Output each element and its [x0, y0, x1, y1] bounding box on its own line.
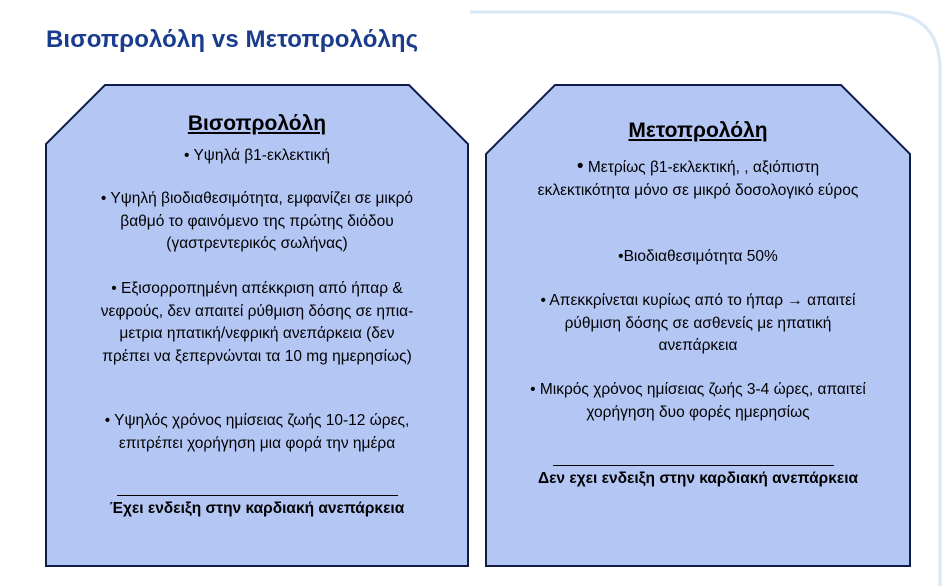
metoprolol-card	[485, 84, 911, 567]
divider	[553, 465, 834, 466]
bullet: •	[576, 156, 584, 177]
bisoprolol-card	[45, 84, 469, 567]
conclusion-text: Έχει ενδειξη στην καρδιακή ανεπάρκεια	[109, 500, 405, 517]
list-item: • Απεκκρίνεται κυρίως από το ήπαρ → απαιτεί ρύθμιση δόσης σε ασθενείς με ηπατική ανεπάρκεια	[540, 292, 856, 354]
list-item	[530, 156, 866, 202]
conclusion-text: Δεν εχει ενδειξη στην καρδιακή ανεπάρκεια	[537, 470, 859, 487]
list-item-text: Μετρίως β1-εκλεκτική, , αξιόπιστη εκλεκτικότητα μόνο σε μικρό δοσολογικό εύρος	[537, 159, 859, 199]
card-heading: Βισοπρολόλη	[187, 112, 327, 135]
list-item: • Υψηλός χρόνος ημίσειας ζωής 10-12 ώρες, επιτρέπει χορήγηση μια φορά την ημέρα	[104, 412, 410, 452]
list-item: • Εξισορροπημένη απέκκριση από ήπαρ & νεφρούς, δεν απαιτεί ρύθμιση δόσης σε ηπια-μετρια ηπατική/νεφρική ανεπάρκεια (δεν πρέπει να ξεπερνώνται τα 10 mg ημερησίως)	[100, 280, 414, 365]
list-item: • Μικρός χρόνος ημίσειας ζωής 3-4 ώρες, απαιτεί χορήγηση δυο φορές ημερησίως	[530, 381, 866, 421]
list-item: • Υψηλά β1-εκλεκτική	[184, 147, 330, 164]
card-heading: Μετοπρολόλη	[628, 119, 768, 142]
list-item: • Υψηλή βιοδιαθεσιμότητα, εμφανίζει σε μικρό βαθμό το φαινόμενο της πρώτης διόδου (γαστρεντερικός σωλήνας)	[100, 190, 414, 252]
divider	[117, 495, 398, 496]
list-item: •Βιοδιαθεσιμότητα 50%	[618, 248, 778, 265]
slide-title: Βισοπρολόλη vs Μετοπρολόλης	[46, 26, 419, 53]
